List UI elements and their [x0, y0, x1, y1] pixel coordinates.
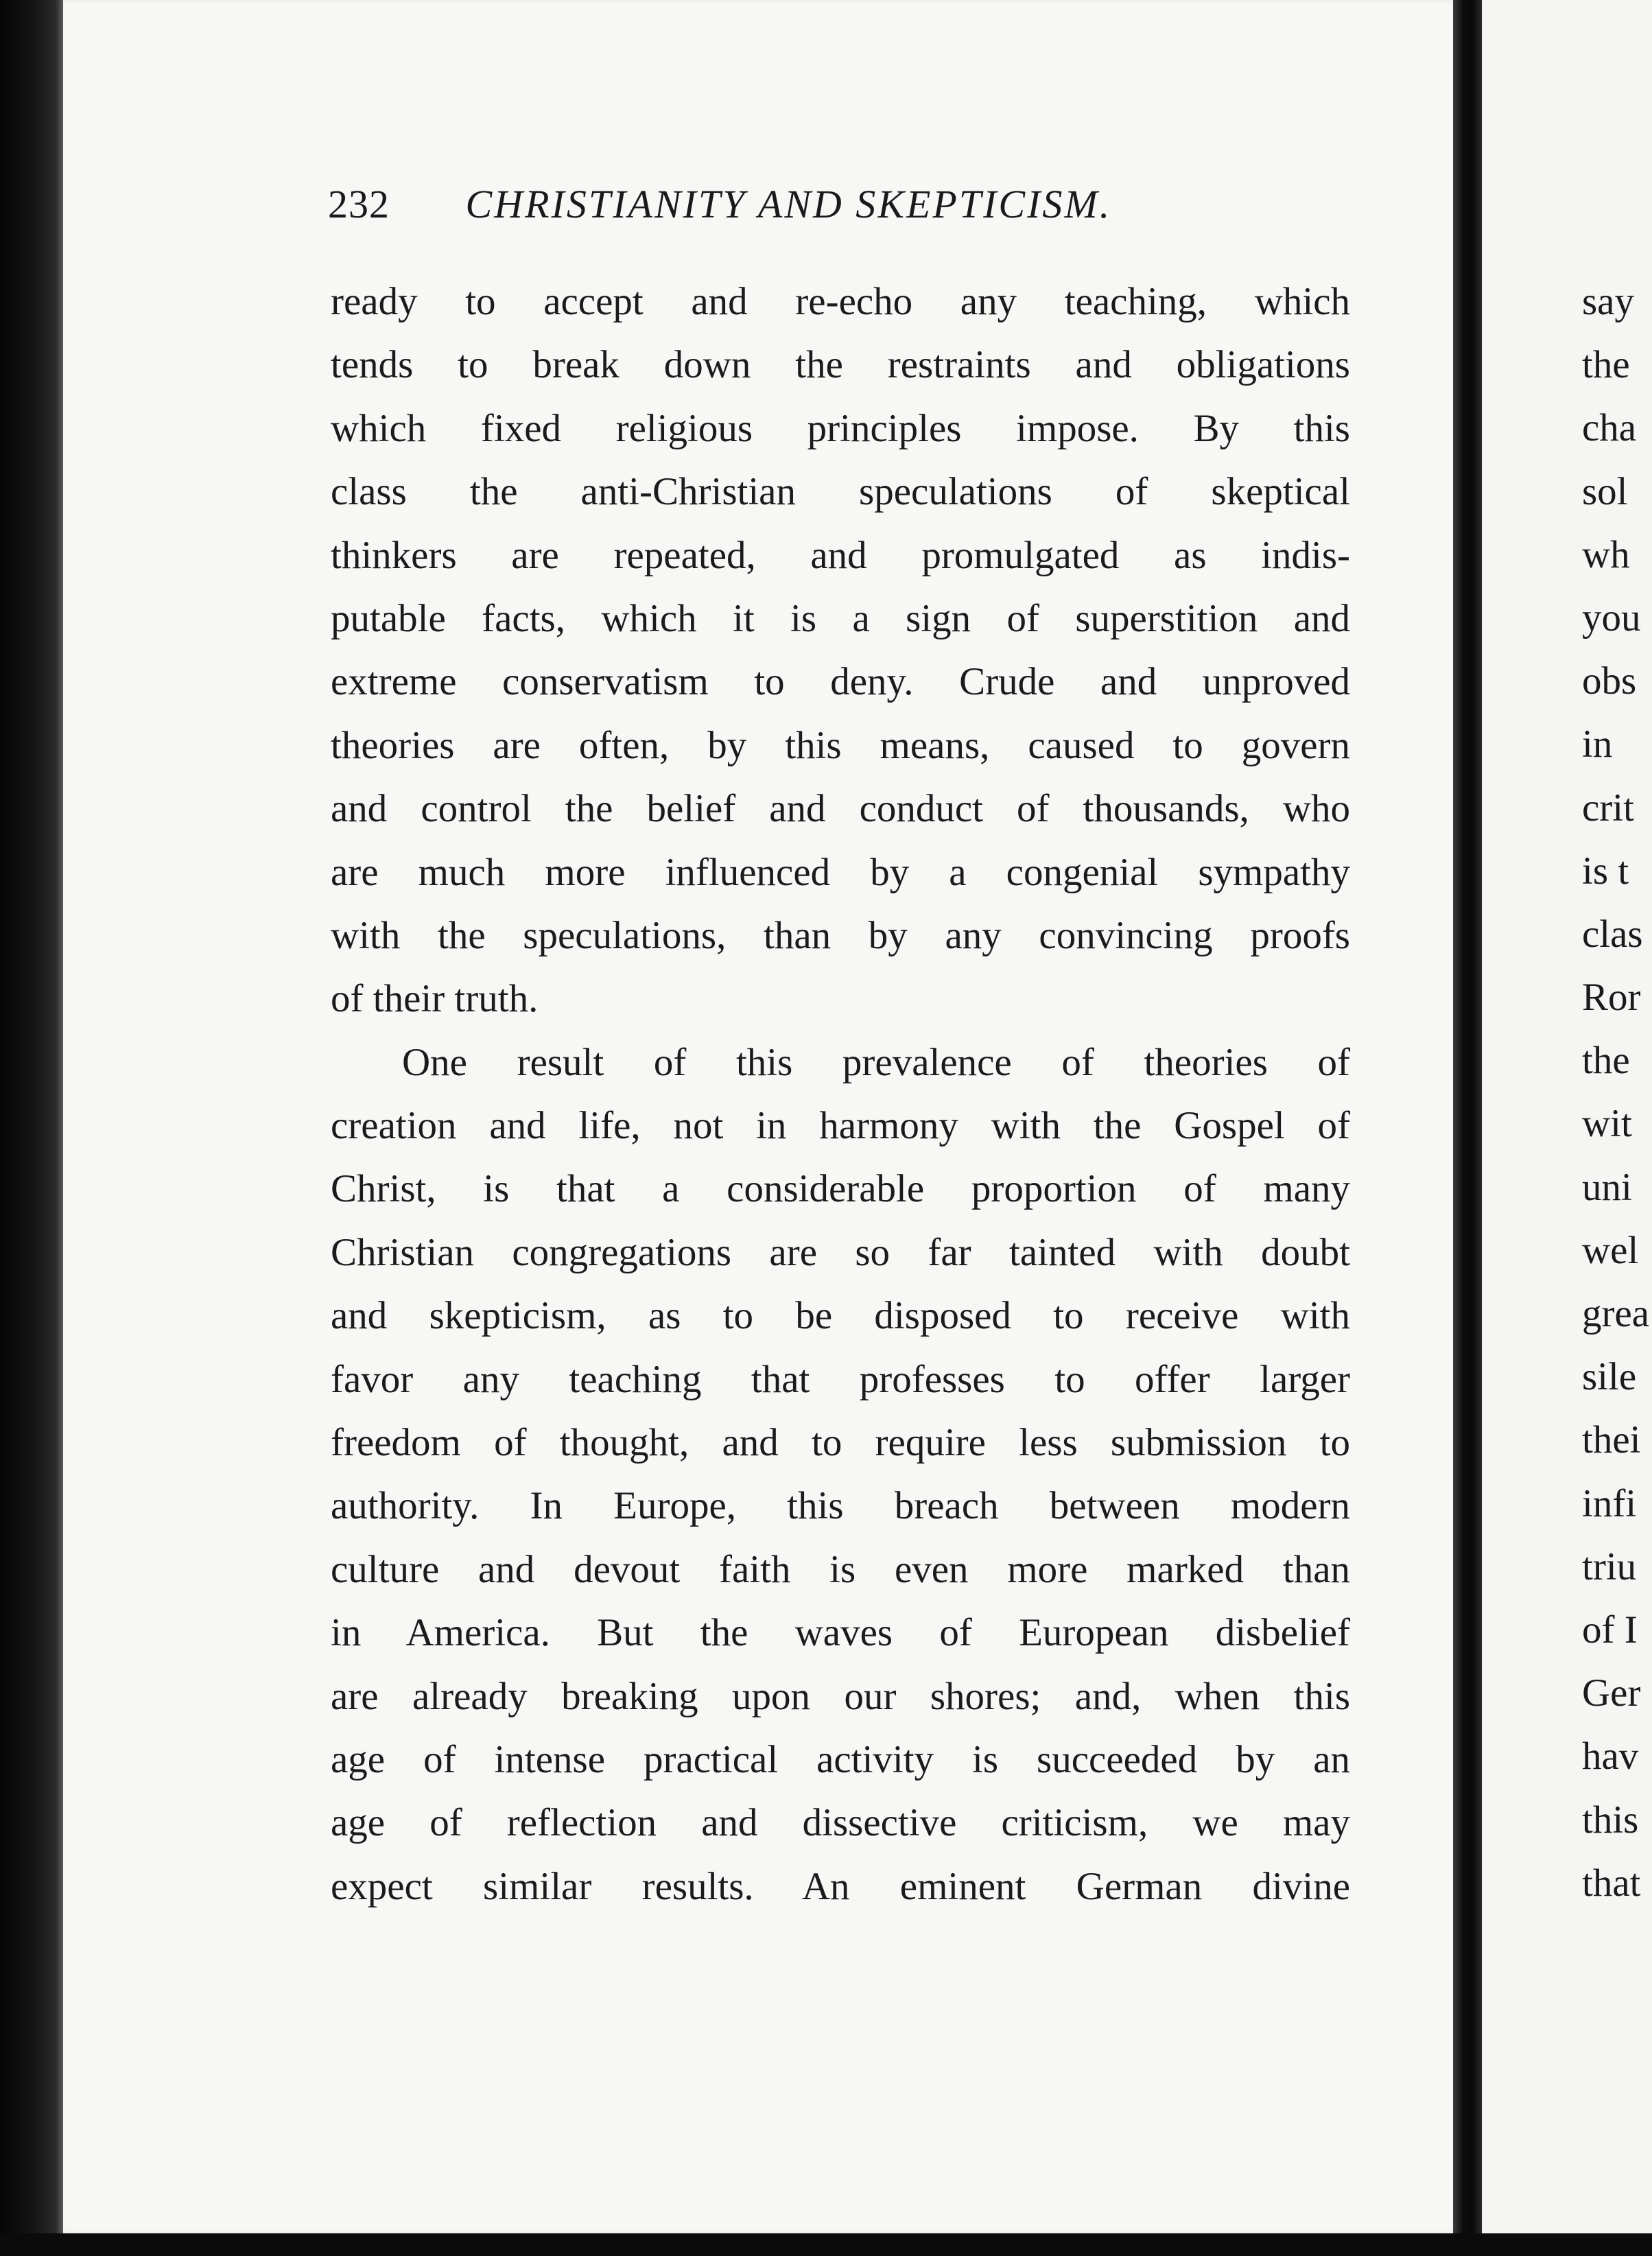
text-line: are much more influenced by a congenial sympathy — [331, 850, 1350, 894]
text-line: ready to accept and re-echo any teaching, which — [331, 280, 1350, 323]
facing-line: you — [1582, 596, 1641, 639]
text-line: extreme conservatism to deny. Crude and unproved — [331, 660, 1350, 704]
facing-line: wel — [1582, 1228, 1639, 1272]
text-line: culture and devout faith is even more marked than — [331, 1547, 1350, 1591]
facing-line: Ger — [1582, 1671, 1641, 1715]
facing-line: obs — [1582, 659, 1637, 703]
text-line: which fixed religious principles impose. By this — [331, 406, 1350, 450]
running-head: CHRISTIANITY AND SKEPTICISM. — [465, 182, 1112, 226]
facing-line: that — [1582, 1861, 1641, 1905]
text-line: age of reflection and dissective criticism, we may — [331, 1801, 1350, 1845]
facing-line: grea — [1582, 1292, 1650, 1335]
facing-line: the — [1582, 1039, 1630, 1083]
text-line: authority. In Europe, this breach between modern — [331, 1484, 1350, 1528]
facing-line: infi — [1582, 1481, 1637, 1525]
text-line: and control the belief and conduct of thousands, who — [331, 787, 1350, 831]
text-line: Christian congregations are so far tainted with doubt — [331, 1230, 1350, 1274]
facing-line: hav — [1582, 1735, 1639, 1778]
text-line: favor any teaching that professes to offer larger — [331, 1357, 1350, 1401]
page-header — [328, 177, 1357, 232]
text-line: theories are often, by this means, caused to govern — [331, 723, 1350, 767]
page-number: 232 — [328, 182, 390, 226]
facing-line: sol — [1582, 469, 1628, 513]
facing-line: clas — [1582, 912, 1643, 956]
facing-line: this — [1582, 1798, 1639, 1842]
text-line: with the speculations, than by any convincing proofs — [331, 913, 1350, 957]
facing-line: crit — [1582, 786, 1634, 830]
facing-line: Ror — [1582, 976, 1641, 1020]
facing-line: uni — [1582, 1165, 1632, 1209]
facing-line: the — [1582, 343, 1630, 387]
facing-line: wh — [1582, 532, 1630, 576]
facing-line: thei — [1582, 1418, 1641, 1462]
text-line: of their truth. — [331, 977, 539, 1021]
body-text — [331, 270, 1350, 1918]
text-line: in America. But the waves of European disbelief — [331, 1611, 1350, 1655]
text-line: creation and life, not in harmony with the Gospel of — [331, 1104, 1350, 1148]
facing-line: triu — [1582, 1544, 1637, 1588]
book-gutter — [1453, 0, 1482, 2256]
text-line: freedom of thought, and to require less submission to — [331, 1421, 1350, 1465]
paragraph-start-line: One result of this prevalence of theories of — [402, 1040, 1350, 1084]
facing-line: is t — [1582, 849, 1629, 893]
facing-line: cha — [1582, 406, 1637, 450]
facing-line: sile — [1582, 1355, 1637, 1399]
facing-line: wit — [1582, 1102, 1632, 1146]
text-line: expect similar results. An eminent German divine — [331, 1864, 1350, 1908]
facing-page-text — [1582, 270, 1652, 1915]
text-line: are already breaking upon our shores; and, when this — [331, 1674, 1350, 1718]
text-line: tends to break down the restraints and obligations — [331, 343, 1350, 387]
facing-line: in — [1582, 722, 1613, 766]
facing-line: of I — [1582, 1608, 1638, 1652]
text-line: Christ, is that a considerable proportion of many — [331, 1167, 1350, 1211]
text-line: thinkers are repeated, and promulgated as indis- — [331, 533, 1350, 577]
bottom-edge — [0, 2233, 1652, 2256]
text-line: putable facts, which it is a sign of superstition and — [331, 596, 1350, 640]
facing-line: say — [1582, 280, 1634, 323]
text-line: and skepticism, as to be disposed to receive with — [331, 1294, 1350, 1338]
text-line: age of intense practical activity is succeeded by an — [331, 1737, 1350, 1781]
text-line: class the anti-Christian speculations of skeptical — [331, 470, 1350, 514]
binding-edge — [0, 0, 63, 2256]
